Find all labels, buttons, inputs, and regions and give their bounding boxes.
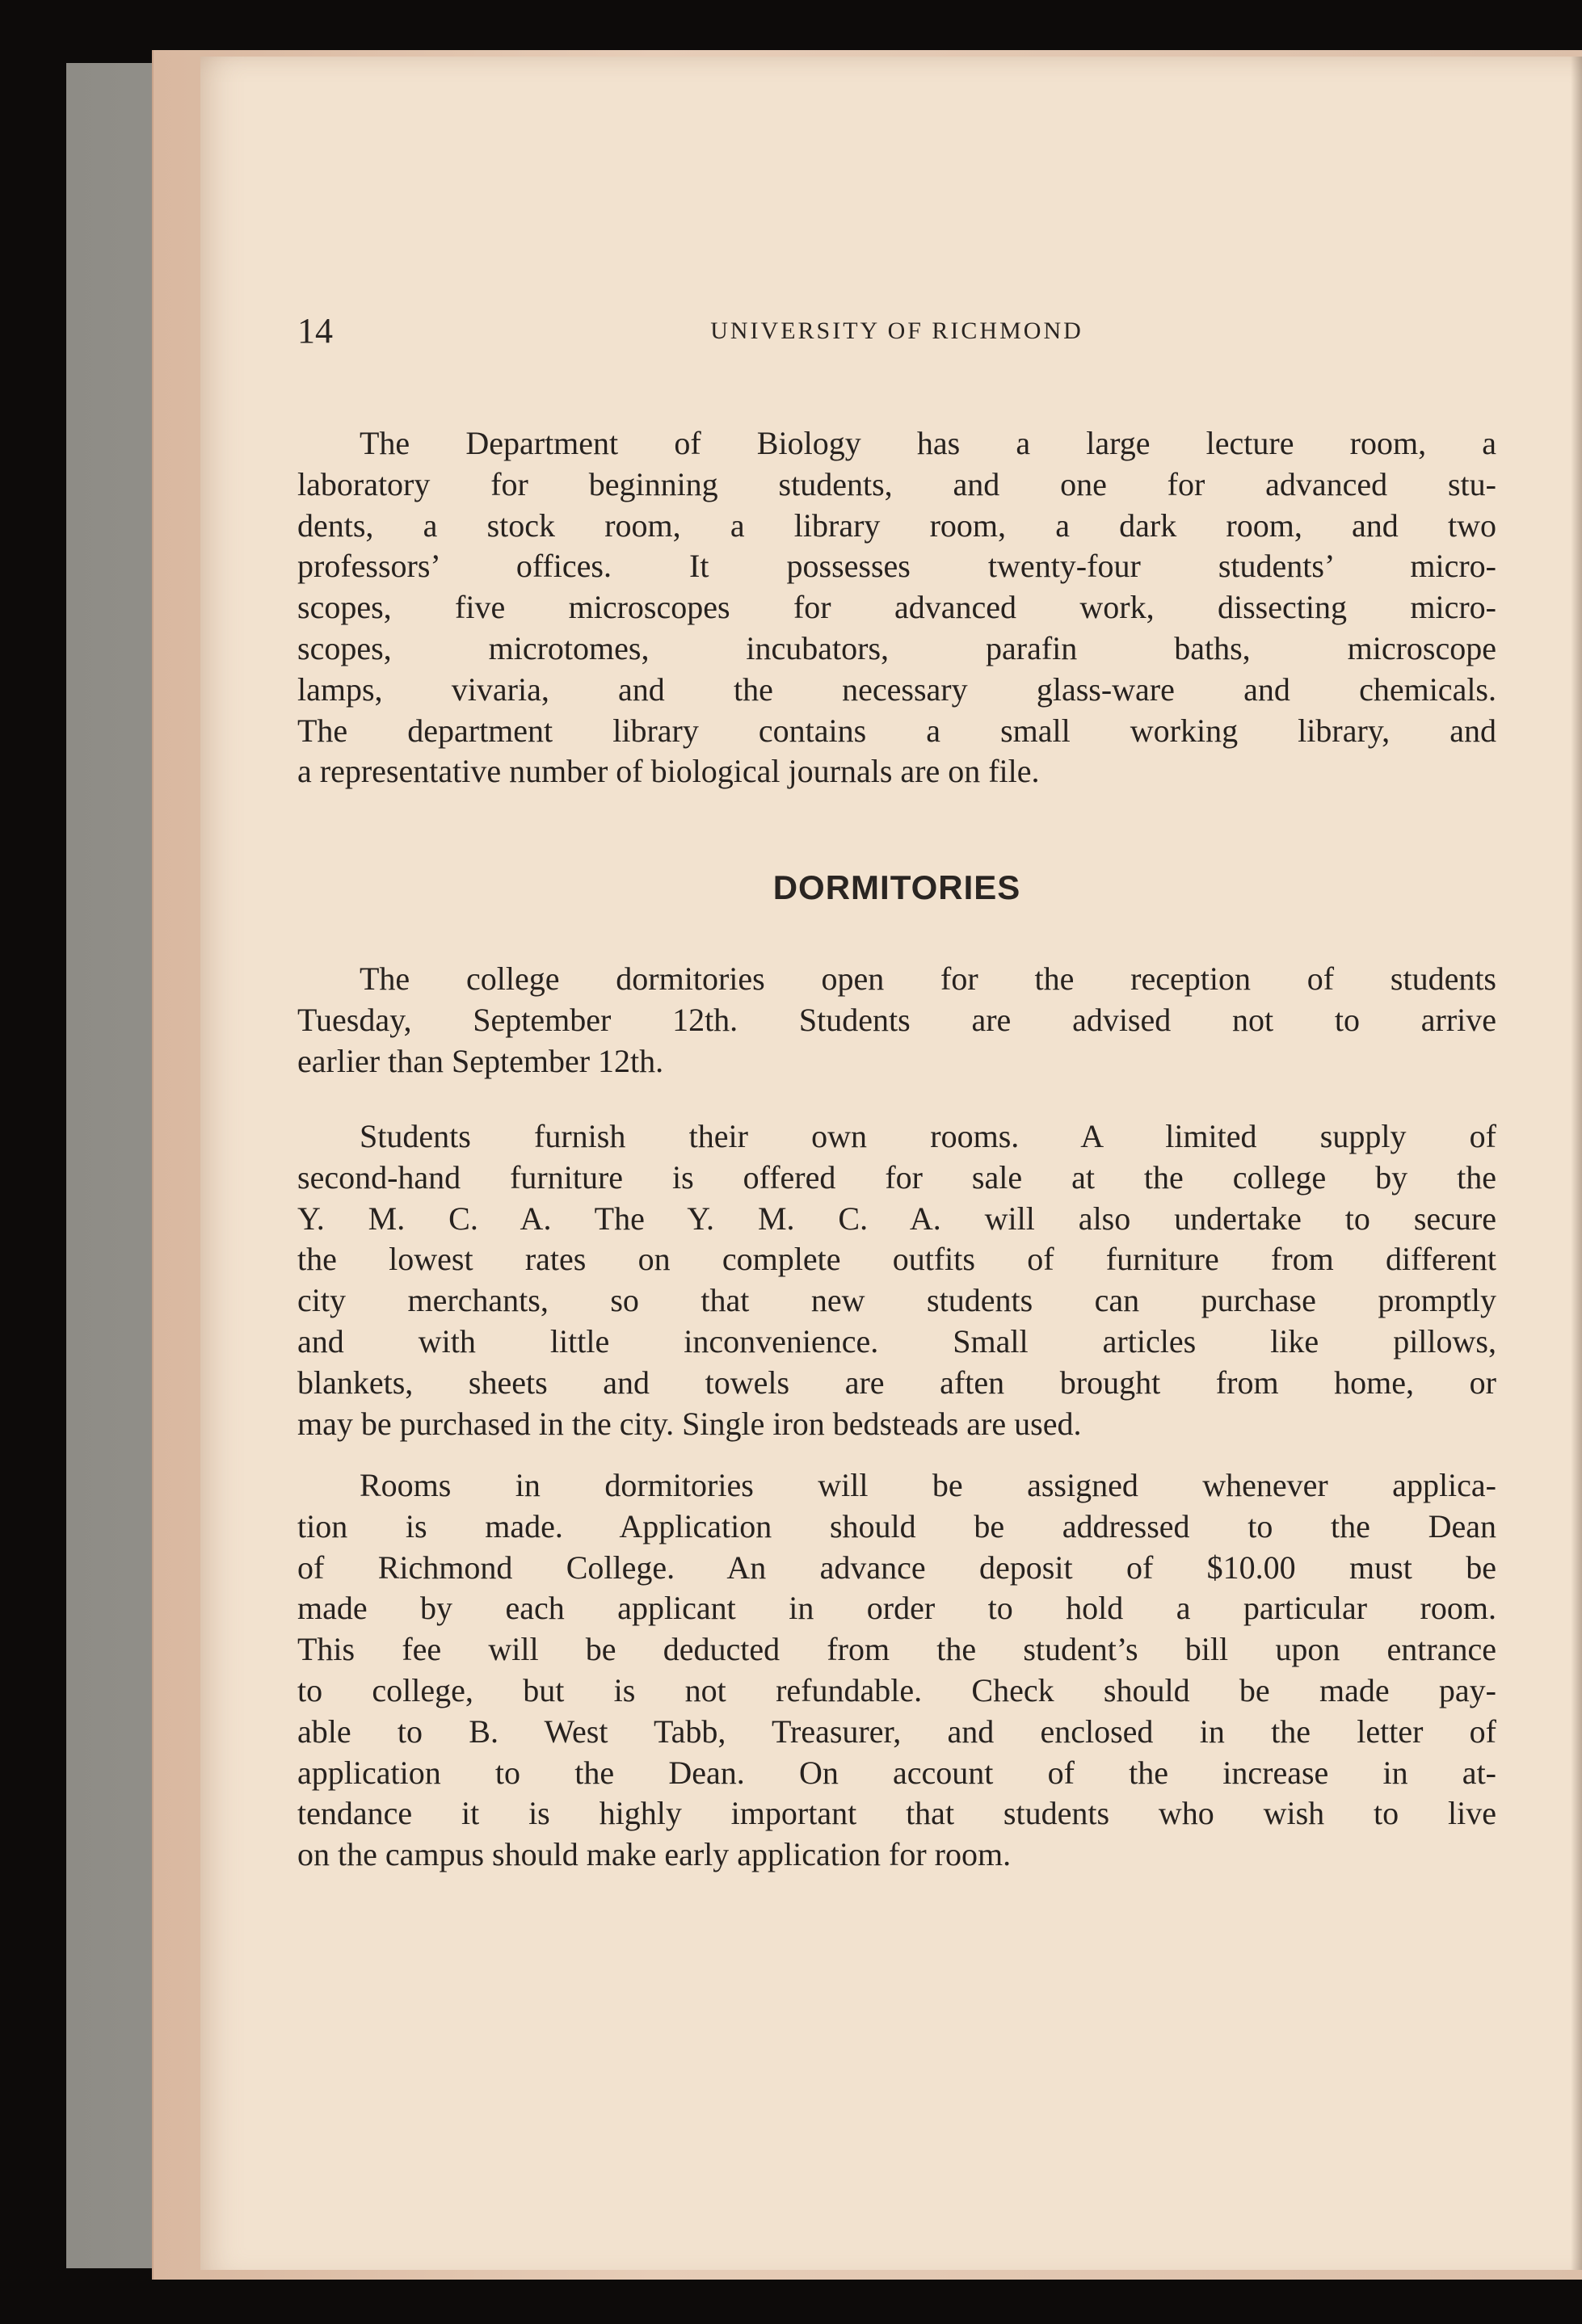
paragraph-line: blankets, sheets and towels are aften brought from home, or (297, 1364, 1496, 1401)
paragraph-line: of Richmond College. An advance deposit of $10.00 must be (297, 1549, 1496, 1586)
paragraph-line: professors’ offices. It possesses twenty-four students’ micro- (297, 548, 1496, 585)
paragraph-line: and with little inconvenience. Small articles like pillows, (297, 1322, 1496, 1360)
paragraph-line: Y. M. C. A. The Y. M. C. A. will also undertake to secure (297, 1200, 1496, 1237)
page-gutter-shadow (1571, 57, 1582, 2270)
paragraph-line: to college, but is not refundable. Check should be made pay- (297, 1671, 1496, 1708)
paragraph-line: able to B. West Tabb, Treasurer, and enclosed in the letter of (297, 1713, 1496, 1750)
paragraph-furnishings (297, 1116, 1496, 1444)
paragraph-line: the lowest rates on complete outfits of furniture from different (297, 1241, 1496, 1278)
paragraph-line: Tuesday, September 12th. Students are advised not to arrive (297, 1001, 1496, 1038)
paragraph-line: tendance it is highly important that students who wish to live (297, 1795, 1496, 1832)
paragraph-room-assignment (297, 1465, 1496, 1876)
paragraph-line: second-hand furniture is offered for sale at the college by the (297, 1158, 1496, 1196)
paragraph-line: This fee will be deducted from the student’s bill upon entrance (297, 1631, 1496, 1668)
paragraph-line: dents, a stock room, a library room, a dark room, and two (297, 506, 1496, 544)
paragraph-line: city merchants, so that new students can purchase promptly (297, 1282, 1496, 1319)
running-head: UNIVERSITY OF RICHMOND (710, 317, 1083, 344)
paragraph-line: earlier than September 12th. (297, 1042, 664, 1079)
paragraph-line: lamps, vivaria, and the necessary glass-ware and chemicals. (297, 670, 1496, 708)
paragraph-line: application to the Dean. On account of the increase in at- (297, 1754, 1496, 1791)
page-header (297, 299, 1496, 364)
paragraph-biology (297, 423, 1496, 792)
paragraph-dormitories-open (297, 959, 1496, 1082)
paragraph-line: tion is made. Application should be addressed to the Dean (297, 1507, 1496, 1544)
paragraph-line: a representative number of biological journals are on file. (297, 753, 1040, 790)
paragraph-line: The Department of Biology has a large lecture room, a (360, 425, 1496, 461)
paragraph-line: may be purchased in the city. Single iron bedsteads are used. (297, 1405, 1082, 1442)
paragraph-line: laboratory for beginning students, and one for advanced stu- (297, 465, 1496, 502)
paragraph-line: Students furnish their own rooms. A limited supply of (360, 1118, 1496, 1154)
paragraph-line: Rooms in dormitories will be assigned whenever applica- (360, 1467, 1496, 1503)
paragraph-line: The college dormitories open for the reception of students (360, 960, 1496, 997)
paragraph-line: The department library contains a small working library, and (297, 712, 1496, 749)
paragraph-line: made by each applicant in order to hold a particular room. (297, 1590, 1496, 1627)
page-number: 14 (297, 311, 333, 351)
paragraph-line: scopes, five microscopes for advanced work, dissecting micro- (297, 589, 1496, 626)
paragraph-line: scopes, microtomes, incubators, parafin baths, microscope (297, 629, 1496, 666)
paragraph-line: on the campus should make early application for room. (297, 1836, 1012, 1873)
section-title: DORMITORIES (772, 868, 1021, 906)
